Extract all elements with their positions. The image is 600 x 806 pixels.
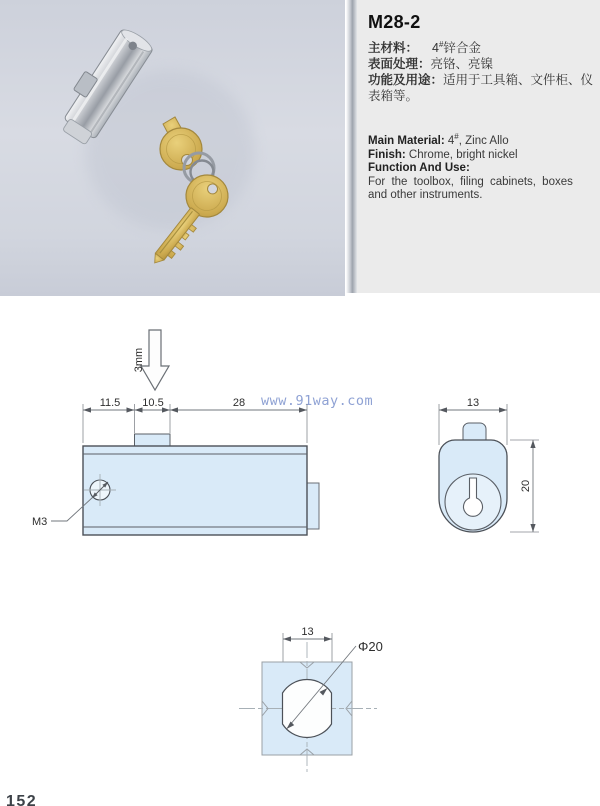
cn-finish-value: 亮铬、亮镍 [430, 57, 494, 71]
lock-with-keys-photo [0, 0, 345, 296]
cn-material-sup: # [438, 39, 444, 49]
en-material-sup: # [454, 132, 459, 142]
product-model-title: M28-2 [368, 12, 421, 32]
cn-function-line [368, 72, 594, 104]
cn-material-value: 4 [432, 41, 439, 55]
mounting-hole-drawing [225, 620, 395, 780]
product-info-panel [357, 0, 600, 293]
side-view-drawing [15, 325, 355, 560]
section-divider [346, 0, 357, 293]
rear-cam [307, 483, 319, 529]
en-material-line [368, 132, 595, 149]
cn-function-value: 适用于工具箱、文件柜、仪表箱等。 [368, 73, 594, 103]
page-number: 152 [6, 793, 38, 806]
top-stop-tab [135, 434, 171, 446]
en-finish-value: Chrome, bright nickel [408, 148, 518, 161]
side-dimensions [83, 397, 307, 443]
en-material-value: 4 [447, 135, 455, 147]
cn-material-rest: 锌合金 [443, 41, 481, 55]
dim-11-5: 11.5 [99, 397, 121, 409]
en-material-rest: , Zinc Allo [458, 135, 509, 147]
front-view-drawing [415, 390, 555, 560]
cn-finish-label: 表面处理： [368, 57, 431, 71]
dim-28: 28 [232, 397, 246, 409]
front-width-label: 13 [466, 397, 480, 409]
cn-function-label: 功能及用途： [368, 73, 444, 87]
en-finish-label: Finish: [368, 148, 406, 161]
product-photo [0, 0, 345, 296]
hole-width-label: 13 [301, 626, 314, 638]
m3-label: M3 [32, 516, 48, 528]
lock-body-outline [83, 434, 319, 535]
cn-material-line [368, 40, 594, 56]
en-function-line2: and other instruments. [368, 189, 483, 201]
watermark: www.91way.com [261, 393, 374, 409]
cn-material-label: 主材料： [368, 41, 419, 55]
front-height-label: 20 [520, 479, 532, 493]
push-depth-label: 3mm [133, 347, 145, 373]
dim-10-5: 10.5 [142, 397, 164, 409]
push-arrow [133, 330, 169, 390]
en-function-label: Function And Use: [368, 162, 470, 174]
en-finish-line [368, 149, 595, 163]
en-description [368, 132, 595, 203]
hole-diameter-label: Φ20 [358, 639, 383, 654]
cn-finish-line [368, 56, 594, 72]
en-material-label: Main Material: [368, 135, 445, 147]
cylinder-face [439, 423, 507, 532]
en-function-line1: For the toolbox, filing cabinets, boxes [368, 175, 573, 188]
lock-body [83, 446, 307, 535]
